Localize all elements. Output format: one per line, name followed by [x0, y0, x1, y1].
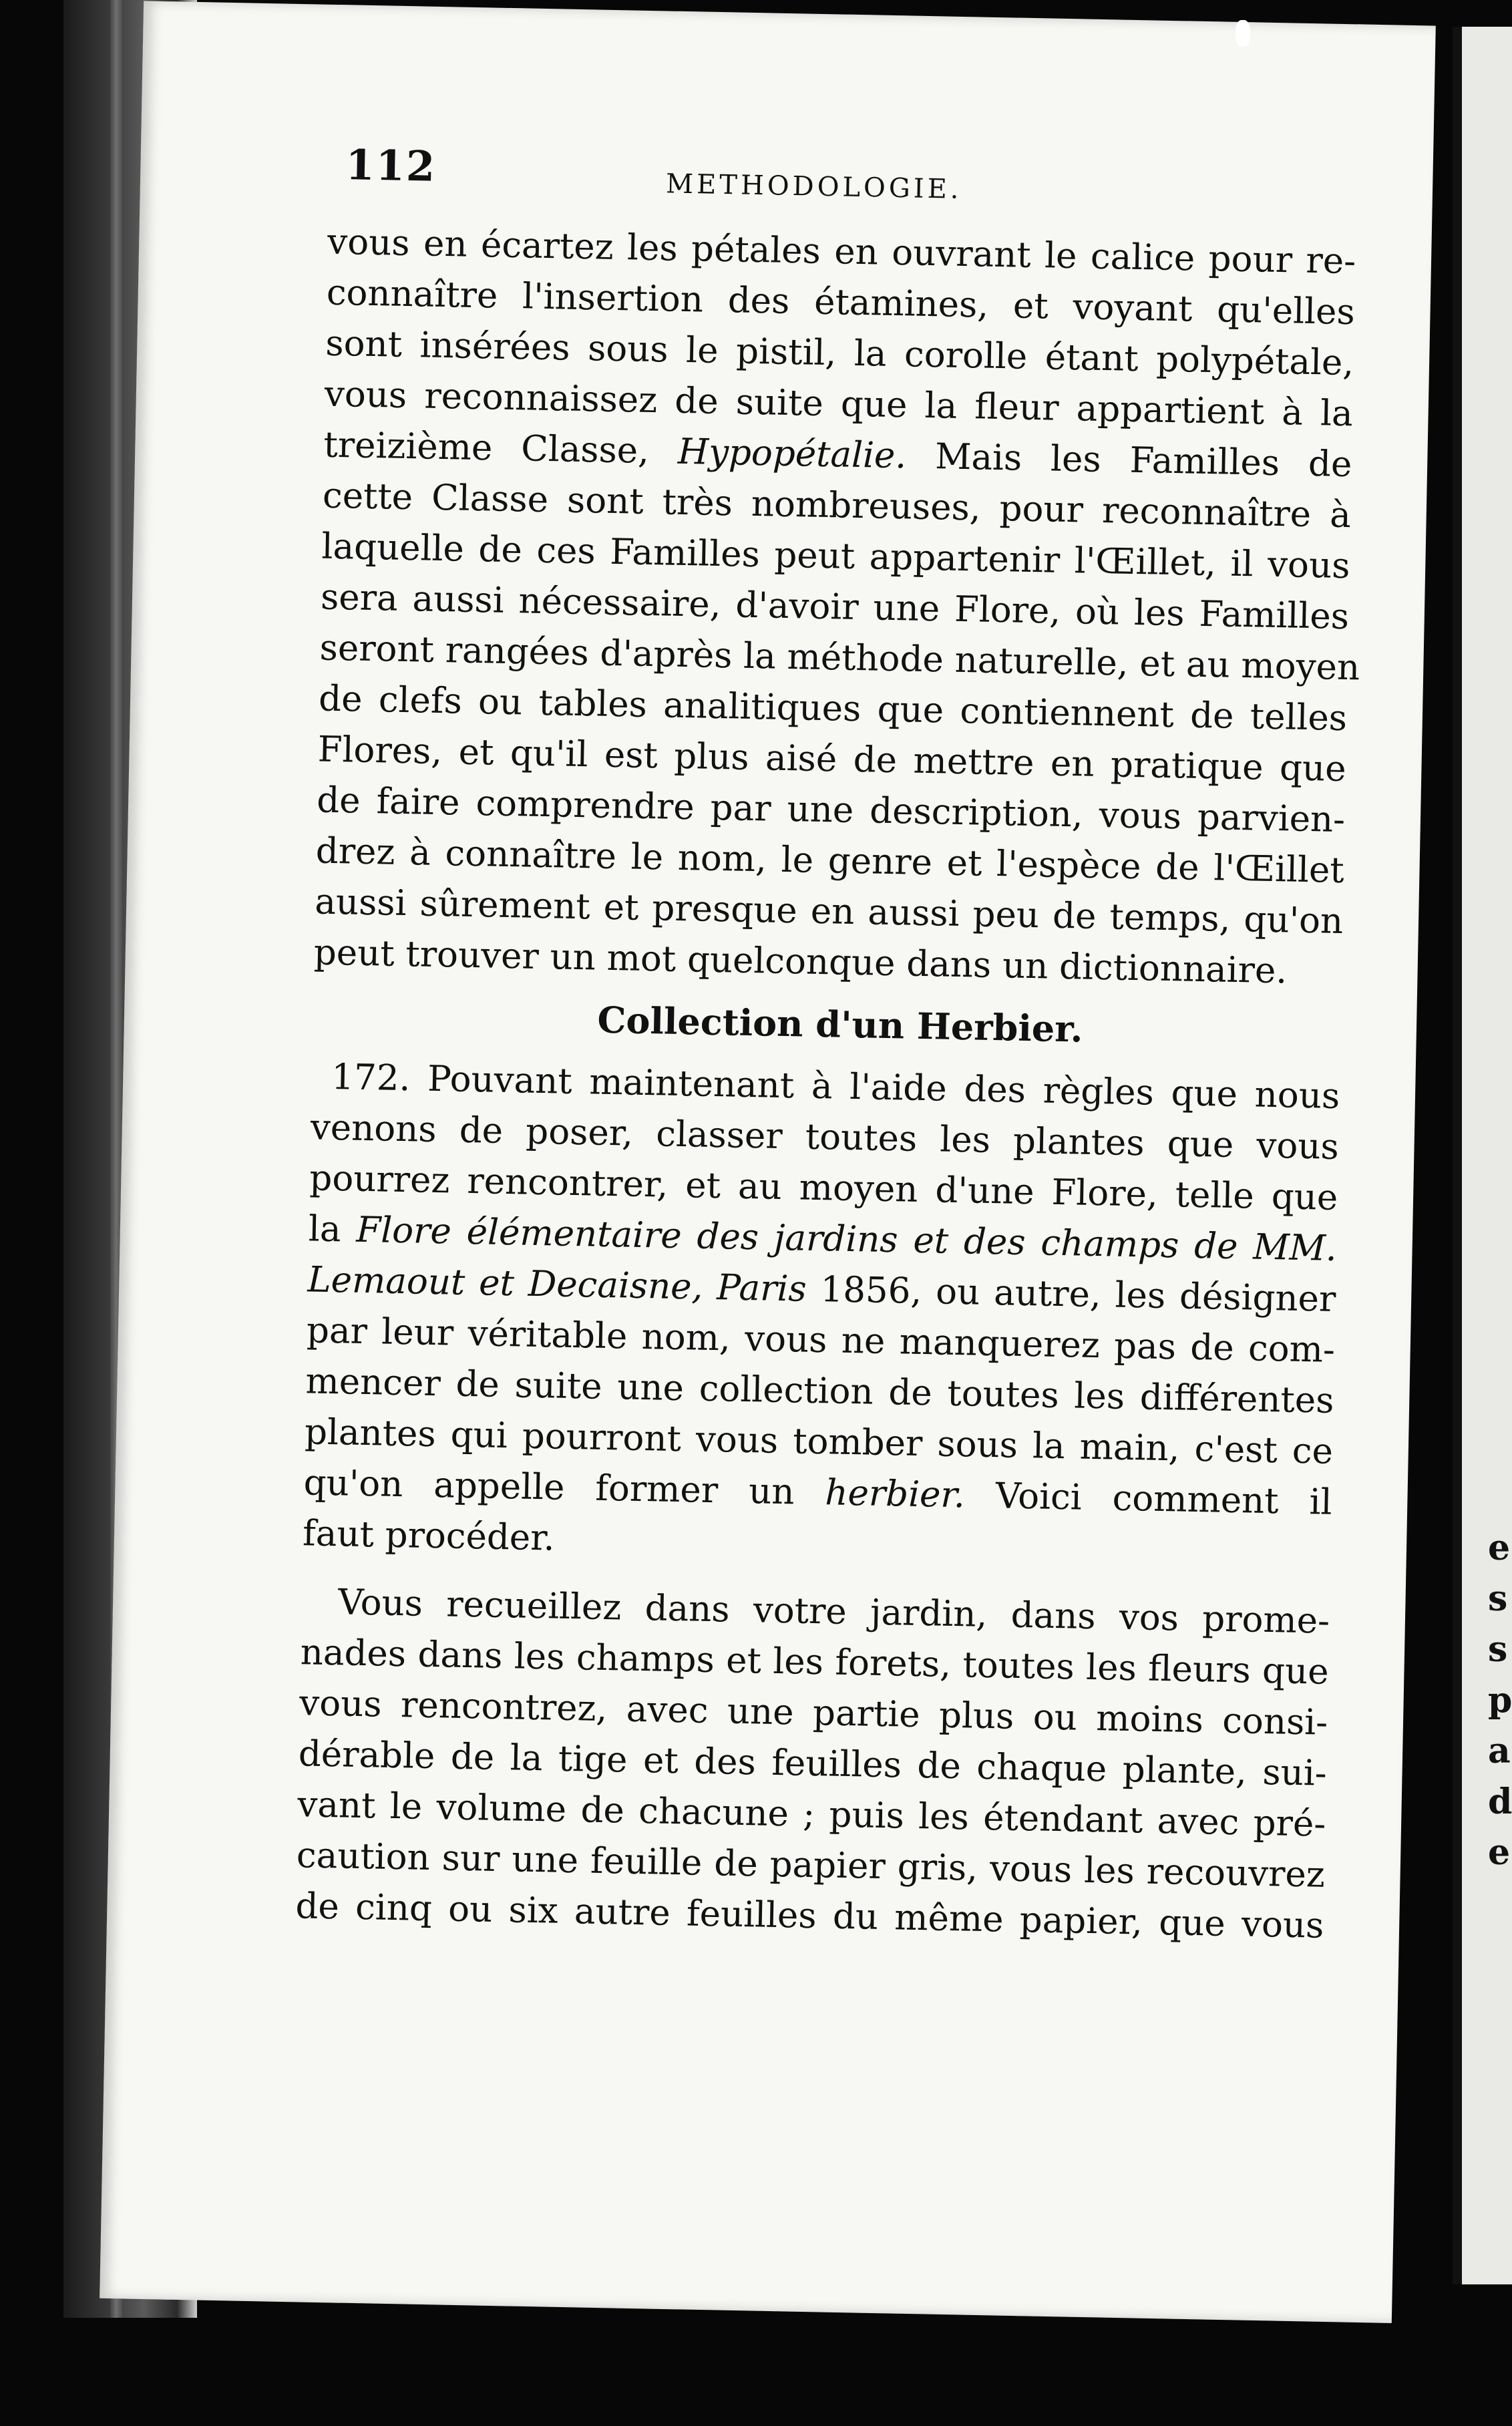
text-line: plantes qui pourront vous tomber sous la main, c'est ce [304, 1411, 1334, 1472]
text-line: drez à connaître le nom, le genre et l'espèce de l'Œillet [315, 830, 1345, 892]
text-line: de faire comprendre par une description, vous parvien- [316, 779, 1346, 841]
text-line: vous reconnaissez de suite que la fleur appartient à la [324, 373, 1354, 435]
section-heading: Collection d'un Herbier. [596, 998, 1084, 1051]
text-line: treizième Classe, Hypopétalie. Mais les Familles de [323, 424, 1352, 486]
text-body [295, 217, 1360, 1952]
text-line: de cinq ou six autre feuilles du même papier, que vous [295, 1886, 1324, 1946]
text-line: faut procéder. [302, 1513, 556, 1559]
text-line: de clefs ou tables analitiques que contiennent de telles [318, 678, 1348, 739]
text-line: caution sur une feuille de papier gris, vous les recouvrez [296, 1835, 1326, 1896]
text-line: 172. Pouvant maintenant à l'aide des règles que nous [331, 1057, 1340, 1117]
text-line: aussi sûrement et presque en aussi peu de temps, qu'on [314, 881, 1344, 942]
italic-title: Lemaout et Decaisne, Paris [307, 1259, 807, 1310]
text-line: venons de poser, classer toutes les plantes que vous [310, 1107, 1340, 1168]
paragraph-2 [303, 1051, 1340, 1578]
text-line: dérable de la tige et des feuilles de chaque plante, sui- [298, 1733, 1328, 1794]
text-line: Vous recueillez dans votre jardin, dans vos prome- [337, 1582, 1330, 1642]
scan-speck [1236, 20, 1250, 47]
page-number: 112 [345, 140, 437, 191]
text-line: Lemaout et Decaisne, Paris 1856, ou autre, les désigner [307, 1259, 1336, 1320]
next-page-edge [1453, 27, 1512, 2284]
text-line: pourrez rencontrer, et au moyen d'une Flore, telle que [309, 1158, 1338, 1218]
text-line: laquelle de ces Familles peut appartenir l'Œillet, il vous [321, 526, 1350, 587]
text-line: seront rangées d'après la méthode naturelle, et au moyen [319, 627, 1360, 689]
text-line: connaître l'insertion des étamines, et voyant qu'elles [326, 272, 1356, 333]
running-title: METHODOLOGIE. [665, 168, 962, 205]
text-line: mencer de suite une collection de toutes les différentes [305, 1361, 1334, 1421]
italic-term: Hypopétalie. [677, 431, 907, 477]
italic-title: Flore élémentaire des jardins et des champs de MM. [355, 1209, 1338, 1269]
text-line: cette Classe sont très nombreuses, pour reconnaître à [322, 475, 1352, 536]
paragraph-1 [313, 217, 1360, 998]
text-line: Flores, et qu'il est plus aisé de mettre en pratique que [317, 729, 1347, 790]
next-page-letters: e s s p a d e [1488, 1528, 1512, 1873]
italic-term: herbier. [824, 1472, 966, 1516]
text-line: sera aussi nécessaire, d'avoir une Flore, où les Familles [320, 576, 1350, 638]
text-line: nades dans les champs et les forets, toutes les fleurs que [300, 1632, 1330, 1693]
text-line: peut trouver un mot quelconque dans un dictionnaire. [313, 932, 1288, 992]
text-line: vous en écartez les pétales en ouvrant le calice pour re- [327, 221, 1356, 283]
paragraph-3 [295, 1576, 1330, 1951]
text-line: sont insérées sous le pistil, la corolle étant polypétale, [325, 323, 1354, 384]
text-line: vant le volume de chacune ; puis les étendant avec pré- [297, 1784, 1326, 1845]
text-line: vous rencontrez, avec une partie plus ou moins consi- [299, 1683, 1328, 1743]
text-line: qu'on appelle former un herbier. Voici comment il [303, 1462, 1333, 1523]
text-line: la Flore élémentaire des jardins et des champs de MM. [308, 1208, 1338, 1269]
text-line: par leur véritable nom, vous ne manquerez pas de com- [306, 1310, 1336, 1371]
